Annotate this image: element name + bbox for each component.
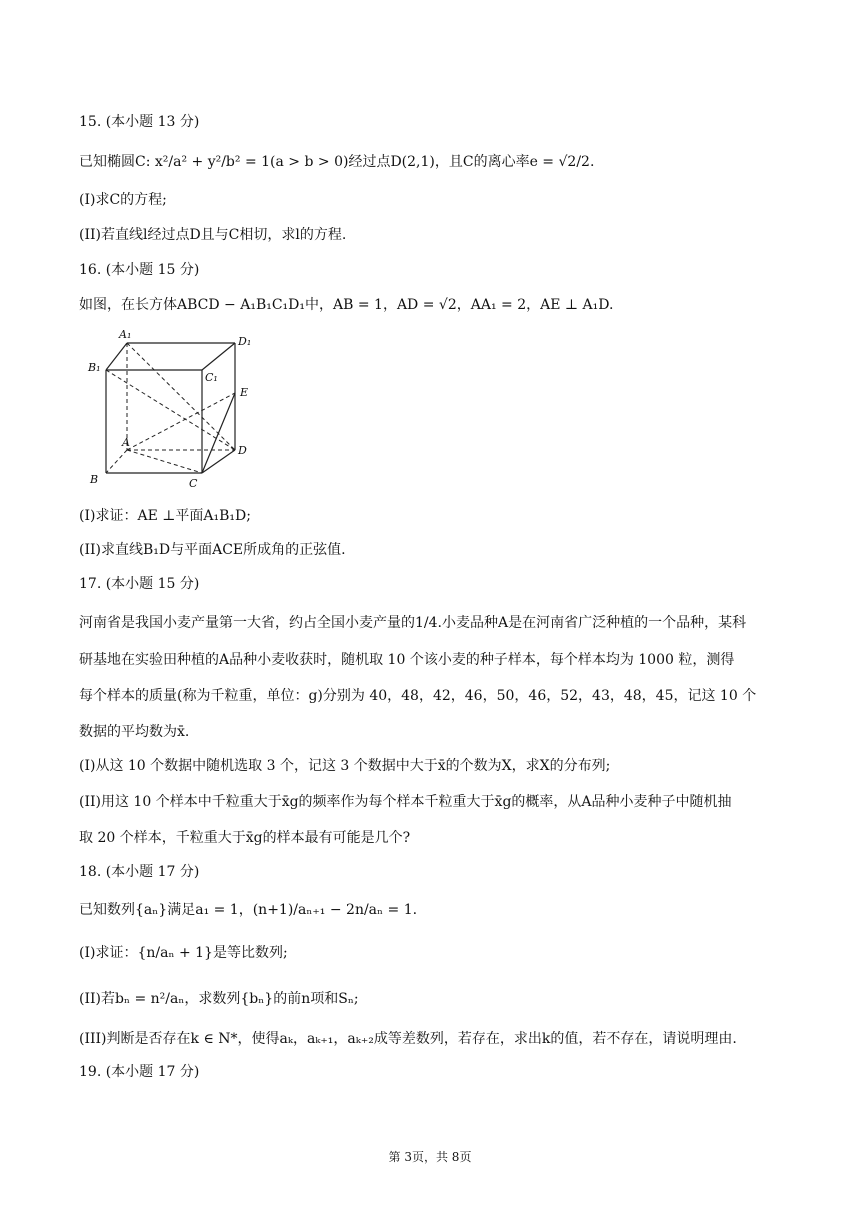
q17-line3: 每个样本的质量(称为千粒重，单位：g)分别为 40，48，42，46，50，46，52，43，48，45，记这 10 个 — [79, 688, 757, 704]
q16-header: 16. (本小题 15 分) — [79, 262, 200, 278]
segment-ae-hidden — [127, 393, 235, 450]
q17-part2a: (II)用这 10 个样本中千粒重大于x̄g的频率作为每个样本千粒重大于x̄g的概率，从A品种小麦种子中随机抽 — [79, 794, 732, 810]
segment-ac-hidden — [127, 450, 202, 473]
label-a: A — [122, 436, 130, 449]
q17-line2: 研基地在实验田种植的A品种小麦收获时，随机取 10 个该小麦的种子样本，每个样本均为 1000 粒，测得 — [79, 652, 735, 668]
q17-part2b: 取 20 个样本，千粒重大于x̄g的样本最有可能是几个? — [79, 830, 411, 846]
q17-part1: (I)从这 10 个数据中随机选取 3 个，记这 3 个数据中大于x̄的个数为X，求X的分布列; — [79, 758, 611, 774]
edge-ab-hidden — [106, 450, 127, 473]
label-a1: A₁ — [119, 328, 132, 341]
label-c1: C₁ — [205, 371, 218, 384]
label-e: E — [240, 386, 249, 399]
q17-line4: 数据的平均数为x̄. — [79, 724, 190, 740]
label-d1: D₁ — [238, 335, 252, 348]
page-footer: 第 3页，共 8页 — [388, 1150, 472, 1164]
q18-stem: 已知数列{aₙ}满足a₁ = 1，(n+1)/aₙ₊₁ − 2n/aₙ = 1. — [79, 902, 418, 918]
q18-part3: (III)判断是否存在k ∈ N*，使得aₖ，aₖ₊₁，aₖ₊₂成等差数列，若存在，求出k的值，若不存在，请说明理由. — [79, 1031, 737, 1047]
cuboid-figure — [79, 325, 279, 495]
q15-part1: (I)求C的方程; — [79, 192, 167, 208]
q18-part1: (I)求证：{n/aₙ + 1}是等比数列; — [79, 945, 288, 961]
q15-stem: 已知椭圆C: x²/a² + y²/b² = 1(a > b > 0)经过点D(2,1)，且C的离心率e = √2/2. — [79, 154, 595, 170]
segment-a1d-hidden — [127, 343, 235, 450]
edge-a1b1 — [106, 343, 127, 370]
q16-stem: 如图，在长方体ABCD − A₁B₁C₁D₁中，AB = 1，AD = √2，AA₁ = 2，AE ⊥ A₁D. — [79, 297, 614, 313]
q17-header: 17. (本小题 15 分) — [79, 576, 200, 592]
label-d: D — [238, 444, 247, 457]
q16-part1: (I)求证：AE ⊥平面A₁B₁D; — [79, 508, 251, 524]
label-c: C — [189, 477, 198, 490]
q18-part2: (II)若bₙ = n²/aₙ，求数列{bₙ}的前n项和Sₙ; — [79, 991, 359, 1007]
q17-line1: 河南省是我国小麦产量第一大省，约占全国小麦产量的1/4.小麦品种A是在河南省广泛种植的一个品种，某科 — [79, 615, 747, 631]
q18-header: 18. (本小题 17 分) — [79, 864, 200, 880]
q19-header: 19. (本小题 17 分) — [79, 1064, 200, 1080]
label-b1: B₁ — [88, 361, 101, 374]
edge-d1c1 — [202, 343, 235, 370]
q16-part2: (II)求直线B₁D与平面ACE所成角的正弦值. — [79, 542, 346, 558]
label-b: B — [90, 473, 99, 486]
q15-part2: (II)若直线l经过点D且与C相切，求l的方程. — [79, 227, 347, 243]
q15-header: 15. (本小题 13 分) — [79, 114, 200, 130]
